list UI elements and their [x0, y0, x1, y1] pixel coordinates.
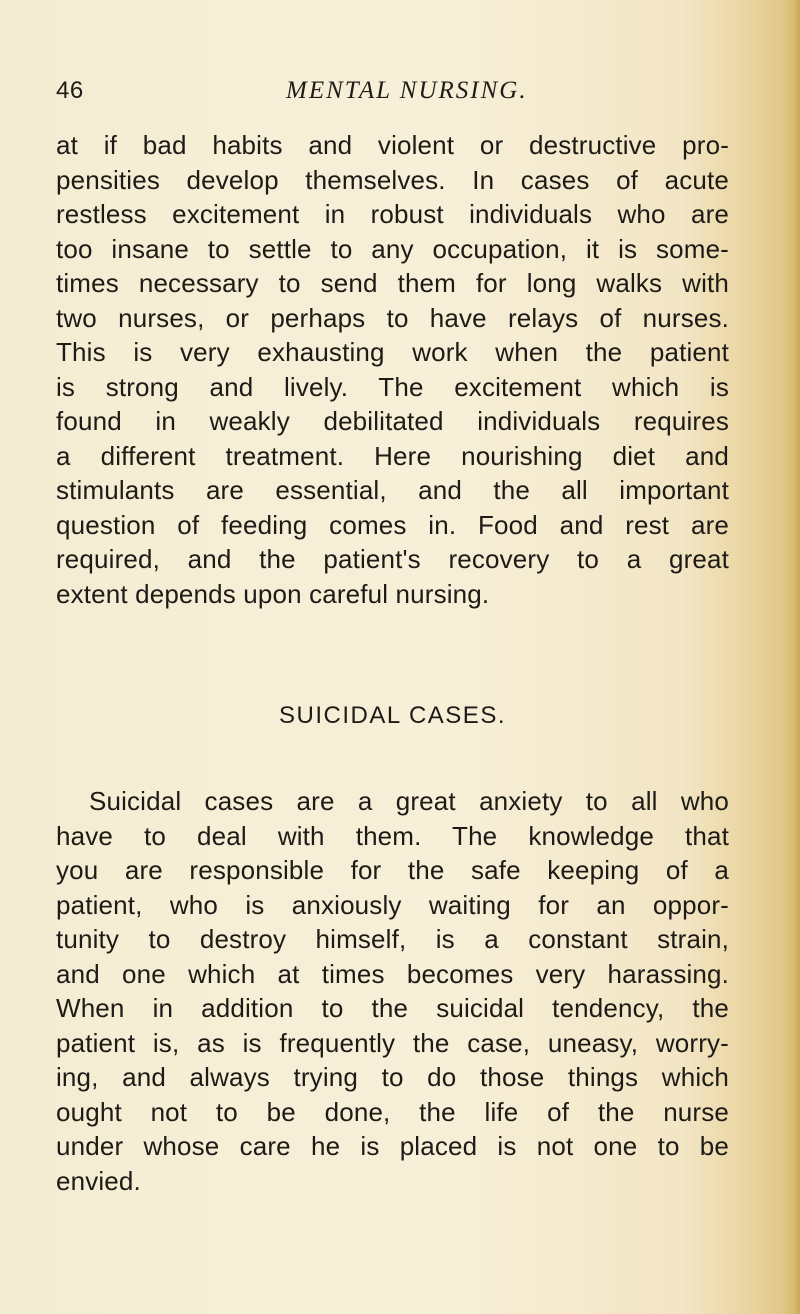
page-edge-shading: [784, 0, 800, 1314]
text-line: a different treatment. Here nourishing diet and: [56, 440, 729, 471]
text-line: is strong and lively. The excitement which is: [56, 371, 729, 402]
text-line: Suicidal cases are a great anxiety to all who: [89, 786, 729, 816]
text-line: pensities develop themselves. In cases of acute: [56, 164, 729, 195]
page-number: 46: [56, 77, 84, 104]
text-line: envied.: [56, 1165, 141, 1196]
text-line: required, and the patient's recovery to a great: [56, 544, 729, 574]
running-title: MENTAL NURSING.: [286, 77, 528, 104]
text-line: ing, and always trying to do those things which: [56, 1062, 729, 1092]
text-line: When in addition to the suicidal tendency, the: [56, 993, 729, 1023]
text-line: two nurses, or perhaps to have relays of nurses.: [56, 302, 729, 333]
section-heading: SUICIDAL CASES.: [278, 702, 506, 729]
text-line: ought not to be done, the life of the nurse: [56, 1096, 729, 1127]
text-line: restless excitement in robust individuals who are: [56, 199, 729, 229]
paragraph-2: [56, 784, 729, 1198]
text-line: you are responsible for the safe keeping of a: [56, 855, 729, 885]
text-line: patient is, as is frequently the case, uneasy, worry-: [56, 1027, 729, 1058]
text-line: patient, who is anxiously waiting for an oppor-: [56, 889, 729, 920]
text-line: and one which at times becomes very harassing.: [56, 958, 729, 989]
text-line: question of feeding comes in. Food and rest are: [56, 509, 729, 540]
text-line: too insane to settle to any occupation, it is some-: [56, 233, 729, 264]
text-line: at if bad habits and violent or destructive pro-: [56, 130, 729, 160]
text-line: This is very exhausting work when the patient: [56, 337, 729, 367]
text-line: tunity to destroy himself, is a constant strain,: [56, 924, 729, 954]
text-line: under whose care he is placed is not one to be: [56, 1131, 729, 1161]
text-line: stimulants are essential, and the all important: [56, 475, 729, 505]
text-line: have to deal with them. The knowledge that: [56, 820, 729, 851]
page-header: [56, 76, 696, 110]
text-line: times necessary to send them for long walks with: [56, 268, 729, 298]
text-line: found in weakly debilitated individuals requires: [56, 406, 729, 436]
paragraph-1: [56, 128, 729, 611]
text-line: extent depends upon careful nursing.: [56, 578, 490, 609]
